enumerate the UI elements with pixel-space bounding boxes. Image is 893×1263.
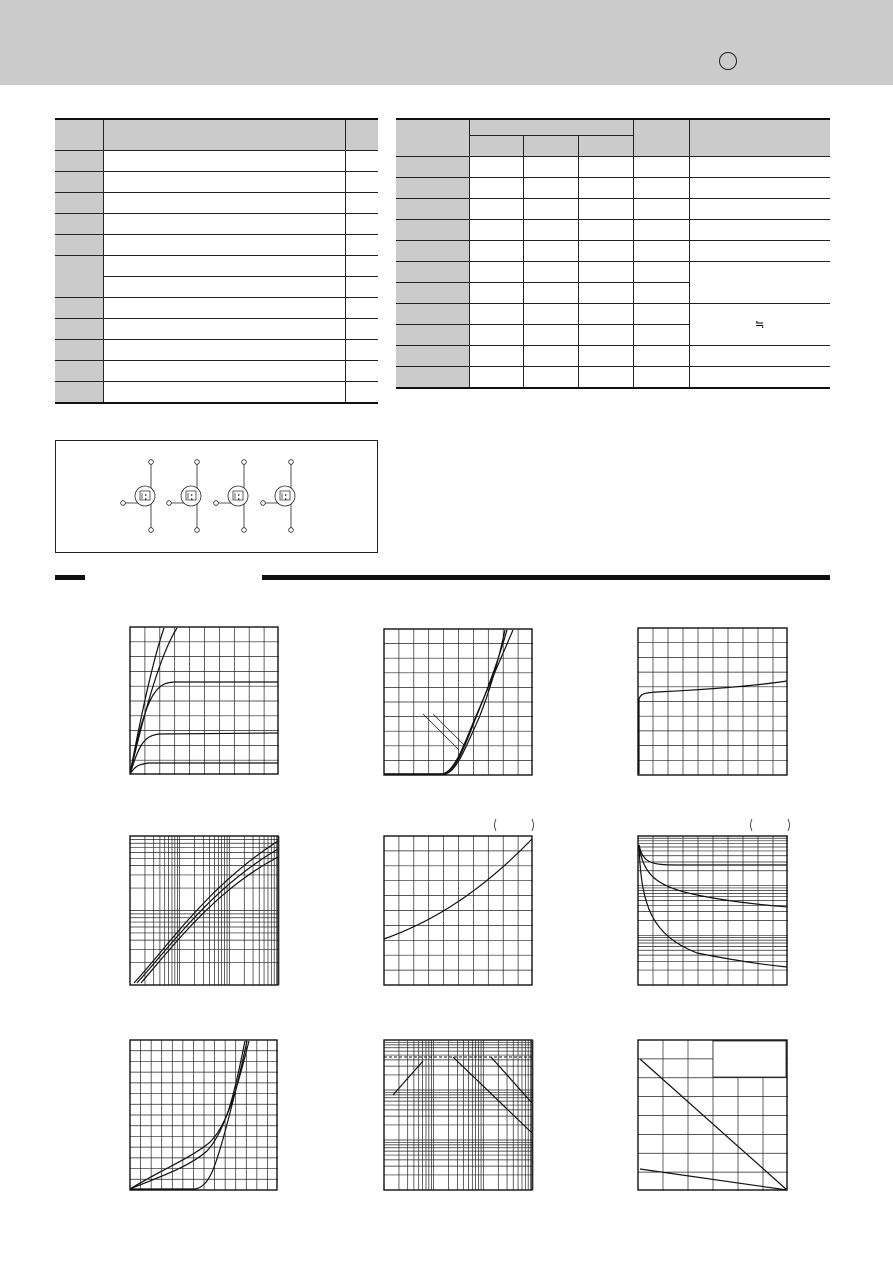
plot-log-characteristics (129, 835, 280, 986)
plot-safe-operating-area (383, 1039, 534, 1191)
schematic-diagram (55, 440, 378, 553)
table-row (396, 367, 830, 389)
transistor-symbol-1 (121, 460, 155, 533)
transistor-symbol-3 (214, 460, 248, 533)
table-row (55, 235, 378, 256)
header-band (0, 0, 893, 85)
table-row (396, 178, 830, 199)
table-row (55, 298, 378, 319)
table-row (55, 214, 378, 235)
table-row (55, 151, 378, 172)
transistor-symbol-2 (167, 460, 201, 533)
plot-derating-curve (637, 1039, 789, 1192)
plot-drain-source-characteristic (637, 627, 789, 776)
characteristics-table-header (396, 119, 830, 136)
registered-mark-icon (719, 52, 737, 70)
table-row (396, 220, 830, 241)
ratings-table-header (55, 119, 378, 151)
table-row (55, 172, 378, 193)
table-row (55, 319, 378, 340)
table-row (55, 256, 378, 277)
table-row (55, 193, 378, 214)
plot-gate-charge-characteristic (129, 1039, 279, 1191)
plot-transfer-characteristics (383, 628, 534, 776)
table-row (396, 262, 830, 283)
table-row (396, 157, 830, 178)
plot-output-characteristics (129, 626, 280, 776)
approx-equal-icon: ≒ (755, 319, 765, 331)
table-row (396, 346, 830, 367)
table-row (396, 241, 830, 262)
section-rule-long (262, 575, 830, 580)
plot-6-unit-brackets (748, 818, 792, 832)
table-row (396, 304, 830, 325)
ratings-table (55, 118, 378, 404)
plot-5-unit-brackets (492, 818, 536, 832)
table-row (55, 277, 378, 298)
table-row (396, 199, 830, 220)
table-row (55, 340, 378, 361)
table-row (55, 382, 378, 404)
plot-temperature-characteristic (383, 835, 534, 986)
plot-capacitance-characteristic (637, 835, 789, 986)
table-row (55, 361, 378, 382)
characteristics-table (396, 118, 830, 389)
transistor-symbol-4 (261, 460, 295, 533)
section-rule-short (55, 575, 85, 580)
